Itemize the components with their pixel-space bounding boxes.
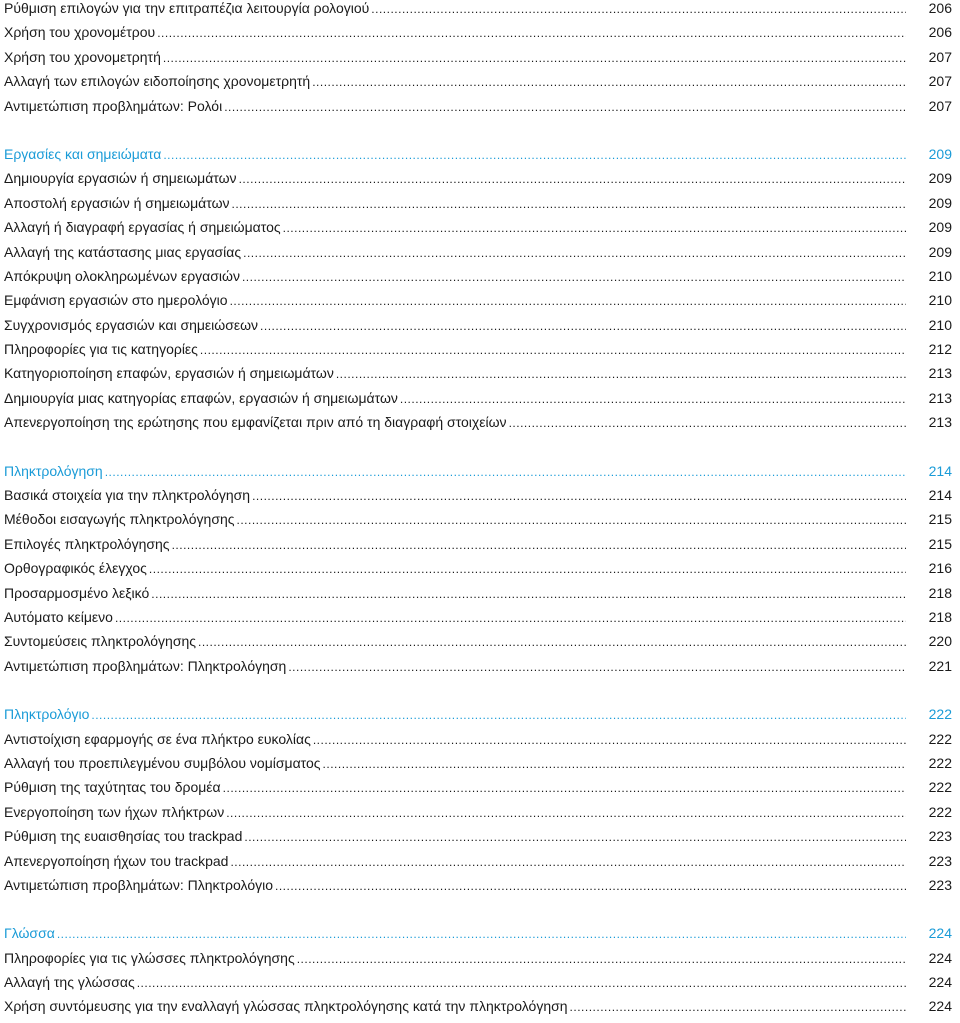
- toc-entry[interactable]: [0, 804, 960, 828]
- toc-entry[interactable]: [0, 292, 960, 316]
- toc-entry[interactable]: [0, 268, 960, 292]
- toc-leader-dots: [237, 511, 907, 527]
- toc-leader-dots: [252, 487, 906, 503]
- toc-entry[interactable]: [0, 536, 960, 560]
- toc-entry[interactable]: [0, 828, 960, 852]
- toc-page-number: 212: [928, 341, 952, 358]
- toc-entry-title: Ορθογραφικός έλεγχος: [4, 560, 147, 577]
- toc-entry-title: Εμφάνιση εργασιών στο ημερολόγιο: [4, 292, 228, 309]
- toc-leader-dots: [57, 925, 906, 941]
- toc-leader-dots: [312, 73, 906, 89]
- toc-entry[interactable]: [0, 49, 960, 73]
- toc-page-number: 222: [928, 754, 952, 771]
- toc-entry-title: Αντιστοίχιση εφαρμογής σε ένα πλήκτρο ευκολίας: [4, 730, 311, 747]
- toc-entry[interactable]: [0, 950, 960, 974]
- toc-page-number: 215: [928, 511, 952, 528]
- toc-leader-dots: [157, 24, 906, 40]
- toc-leader-dots: [172, 536, 906, 552]
- section-spacer: [0, 439, 960, 463]
- toc-page-number: 209: [928, 194, 952, 211]
- toc-page-number: 209: [928, 243, 952, 260]
- toc-entry[interactable]: [0, 998, 960, 1022]
- toc-entry[interactable]: [0, 560, 960, 584]
- toc-entry[interactable]: [0, 633, 960, 657]
- toc-entry-title: Αντιμετώπιση προβλημάτων: Πληκτρολόγιο: [4, 876, 274, 893]
- toc-leader-dots: [288, 658, 906, 674]
- toc-leader-dots: [230, 853, 906, 869]
- toc-entry-title: Βασικά στοιχεία για την πληκτρολόγηση: [4, 487, 251, 504]
- toc-entry[interactable]: [0, 731, 960, 755]
- toc-section: [0, 439, 960, 683]
- toc-entry-title: Χρήση του χρονομέτρου: [4, 24, 156, 41]
- toc-leader-dots: [226, 804, 906, 820]
- toc-entry-title: Αλλαγή της κατάστασης μιας εργασίας: [4, 243, 242, 260]
- toc-leader-dots: [371, 0, 906, 16]
- toc-page-number: 210: [928, 292, 952, 309]
- toc-entry-title: Συγχρονισμός εργασιών και σημειώσεων: [4, 316, 259, 333]
- toc-leader-dots: [198, 633, 906, 649]
- toc-leader-dots: [163, 49, 906, 65]
- toc-entry[interactable]: [0, 877, 960, 901]
- toc-page-number: 214: [928, 462, 952, 479]
- toc-entry[interactable]: [0, 658, 960, 682]
- toc-entry[interactable]: [0, 195, 960, 219]
- toc-page-number: 222: [928, 779, 952, 796]
- toc-leader-dots: [115, 609, 906, 625]
- toc-page-number: 218: [928, 608, 952, 625]
- toc-entry-title: Αποστολή εργασιών ή σημειωμάτων: [4, 194, 230, 211]
- toc-entry-title: Επιλογές πληκτρολόγησης: [4, 535, 170, 552]
- toc-entry-title: Πληκτρολόγηση: [4, 462, 103, 479]
- toc-section: [0, 0, 960, 122]
- toc-entry-title: Πληροφορίες για τις κατηγορίες: [4, 341, 198, 358]
- toc-entry-title: Αυτόματο κείμενο: [4, 608, 113, 625]
- toc-entry-title: Μέθοδοι εισαγωγής πληκτρολόγησης: [4, 511, 235, 528]
- toc-page-number: 213: [928, 389, 952, 406]
- toc-page-number: 221: [928, 657, 952, 674]
- toc-entry-title: Εργασίες και σημειώματα: [4, 145, 162, 162]
- toc-entry[interactable]: [0, 98, 960, 122]
- toc-entry[interactable]: [0, 853, 960, 877]
- toc-entry[interactable]: [0, 414, 960, 438]
- toc-page-number: 210: [928, 316, 952, 333]
- toc-page-number: 216: [928, 560, 952, 577]
- toc-page-number: 222: [928, 706, 952, 723]
- toc-leader-dots: [242, 268, 906, 284]
- toc-page-number: 222: [928, 730, 952, 747]
- toc-leader-dots: [336, 365, 906, 381]
- toc-leader-dots: [137, 974, 906, 990]
- toc-entry[interactable]: [0, 0, 960, 24]
- toc-entry-title: Δημιουργία μιας κατηγορίας επαφών, εργασιών ή σημειωμάτων: [4, 389, 398, 406]
- toc-leader-dots: [149, 560, 906, 576]
- toc-leader-dots: [232, 195, 907, 211]
- toc-page-number: 207: [928, 48, 952, 65]
- toc-entry-title: Αντιμετώπιση προβλημάτων: Πληκτρολόγηση: [4, 657, 287, 674]
- toc-page-number: 223: [928, 828, 952, 845]
- toc-section-heading[interactable]: [0, 463, 960, 487]
- toc-entry[interactable]: [0, 390, 960, 414]
- toc-section: [0, 682, 960, 901]
- toc-entry-title: Ρύθμιση της ευαισθησίας του trackpad: [4, 828, 243, 845]
- toc-page-number: 215: [928, 535, 952, 552]
- toc-entry[interactable]: [0, 609, 960, 633]
- toc-section-heading[interactable]: [0, 146, 960, 170]
- toc-entry[interactable]: [0, 585, 960, 609]
- toc-entry[interactable]: [0, 317, 960, 341]
- toc-page-number: 213: [928, 365, 952, 382]
- toc-leader-dots: [275, 877, 906, 893]
- toc-page-number: 224: [928, 949, 952, 966]
- toc-entry-title: Χρήση του χρονομετρητή: [4, 48, 161, 65]
- toc-entry[interactable]: [0, 511, 960, 535]
- toc-leader-dots: [260, 317, 906, 333]
- toc-entry[interactable]: [0, 219, 960, 243]
- section-spacer: [0, 682, 960, 706]
- toc-entry-title: Γλώσσα: [4, 925, 55, 942]
- toc-page-number: 224: [928, 925, 952, 942]
- toc-section-heading[interactable]: [0, 925, 960, 949]
- toc-leader-dots: [223, 779, 906, 795]
- toc-entry-title: Απενεργοποίηση ήχων του trackpad: [4, 852, 229, 869]
- toc-entry[interactable]: [0, 170, 960, 194]
- toc-leader-dots: [509, 414, 906, 430]
- toc-entry-title: Πληκτρολόγιο: [4, 706, 90, 723]
- toc-leader-dots: [200, 341, 906, 357]
- toc-entry-title: Αλλαγή ή διαγραφή εργασίας ή σημειώματος: [4, 219, 281, 236]
- toc-entry-title: Κατηγοριοποίηση επαφών, εργασιών ή σημειωμάτων: [4, 365, 334, 382]
- toc-section-heading[interactable]: [0, 706, 960, 730]
- toc-entry-title: Ρύθμιση της ταχύτητας του δρομέα: [4, 779, 221, 796]
- toc-entry[interactable]: [0, 755, 960, 779]
- toc-page-number: 210: [928, 267, 952, 284]
- toc-page-number: 207: [928, 73, 952, 90]
- toc-leader-dots: [224, 98, 906, 114]
- toc-entry[interactable]: [0, 487, 960, 511]
- toc-page-number: 209: [928, 219, 952, 236]
- toc-leader-dots: [105, 463, 906, 479]
- toc-entry-title: Συντομεύσεις πληκτρολόγησης: [4, 633, 197, 650]
- toc-leader-dots: [151, 585, 906, 601]
- toc-leader-dots: [323, 755, 906, 771]
- toc-entry-title: Αλλαγή των επιλογών ειδοποίησης χρονομετρητή: [4, 73, 311, 90]
- toc-entry-title: Ενεργοποίηση των ήχων πλήκτρων: [4, 803, 225, 820]
- toc-leader-dots: [243, 244, 906, 260]
- toc-entry-title: Απόκρυψη ολοκληρωμένων εργασιών: [4, 267, 240, 284]
- toc-leader-dots: [313, 731, 906, 747]
- toc-page-number: 222: [928, 803, 952, 820]
- toc-entry[interactable]: [0, 341, 960, 365]
- toc-entry-title: Πληροφορίες για τις γλώσσες πληκτρολόγησης: [4, 949, 295, 966]
- toc-leader-dots: [400, 390, 906, 406]
- toc-leader-dots: [91, 706, 906, 722]
- section-spacer: [0, 901, 960, 925]
- toc-page-number: 207: [928, 97, 952, 114]
- toc-page-number: 206: [928, 24, 952, 41]
- toc-page-number: 223: [928, 876, 952, 893]
- toc-entry-title: Χρήση συντόμευσης για την εναλλαγή γλώσσας πληκτρολόγησης κατά την πληκτρολόγηση: [4, 998, 568, 1015]
- toc-leader-dots: [239, 170, 906, 186]
- toc-entry-title: Προσαρμοσμένο λεξικό: [4, 584, 150, 601]
- toc-page-number: 224: [928, 974, 952, 991]
- toc-leader-dots: [244, 828, 906, 844]
- toc-leader-dots: [570, 998, 906, 1014]
- toc-page-number: 209: [928, 170, 952, 187]
- toc-entry-title: Απενεργοποίηση της ερώτησης που εμφανίζεται πριν από τη διαγραφή στοιχείων: [4, 414, 507, 431]
- toc-page-number: 223: [928, 852, 952, 869]
- toc-entry-title: Αντιμετώπιση προβλημάτων: Ρολόι: [4, 97, 223, 114]
- toc-page-number: 213: [928, 414, 952, 431]
- toc-entry[interactable]: [0, 365, 960, 389]
- toc-entry-title: Ρύθμιση επιλογών για την επιτραπέζια λειτουργία ρολογιού: [4, 0, 370, 16]
- toc-leader-dots: [163, 146, 906, 162]
- toc-leader-dots: [283, 219, 906, 235]
- toc-entry[interactable]: [0, 779, 960, 803]
- toc-leader-dots: [297, 950, 906, 966]
- toc-entry-title: Αλλαγή του προεπιλεγμένου συμβόλου νομίσματος: [4, 754, 321, 771]
- toc-page-number: 209: [928, 145, 952, 162]
- toc-leader-dots: [230, 292, 906, 308]
- toc-page-number: 220: [928, 633, 952, 650]
- toc-page-number: 224: [928, 998, 952, 1015]
- toc-page-number: 214: [928, 487, 952, 504]
- toc-page-number: 218: [928, 584, 952, 601]
- toc-entry[interactable]: [0, 974, 960, 998]
- toc-entry[interactable]: [0, 24, 960, 48]
- toc-section: [0, 122, 960, 439]
- section-spacer: [0, 122, 960, 146]
- toc-entry[interactable]: [0, 73, 960, 97]
- toc-entry[interactable]: [0, 244, 960, 268]
- toc-entry-title: Δημιουργία εργασιών ή σημειωμάτων: [4, 170, 237, 187]
- toc-entry-title: Αλλαγή της γλώσσας: [4, 974, 135, 991]
- toc-section: [0, 901, 960, 1023]
- toc-page-number: 206: [928, 0, 952, 16]
